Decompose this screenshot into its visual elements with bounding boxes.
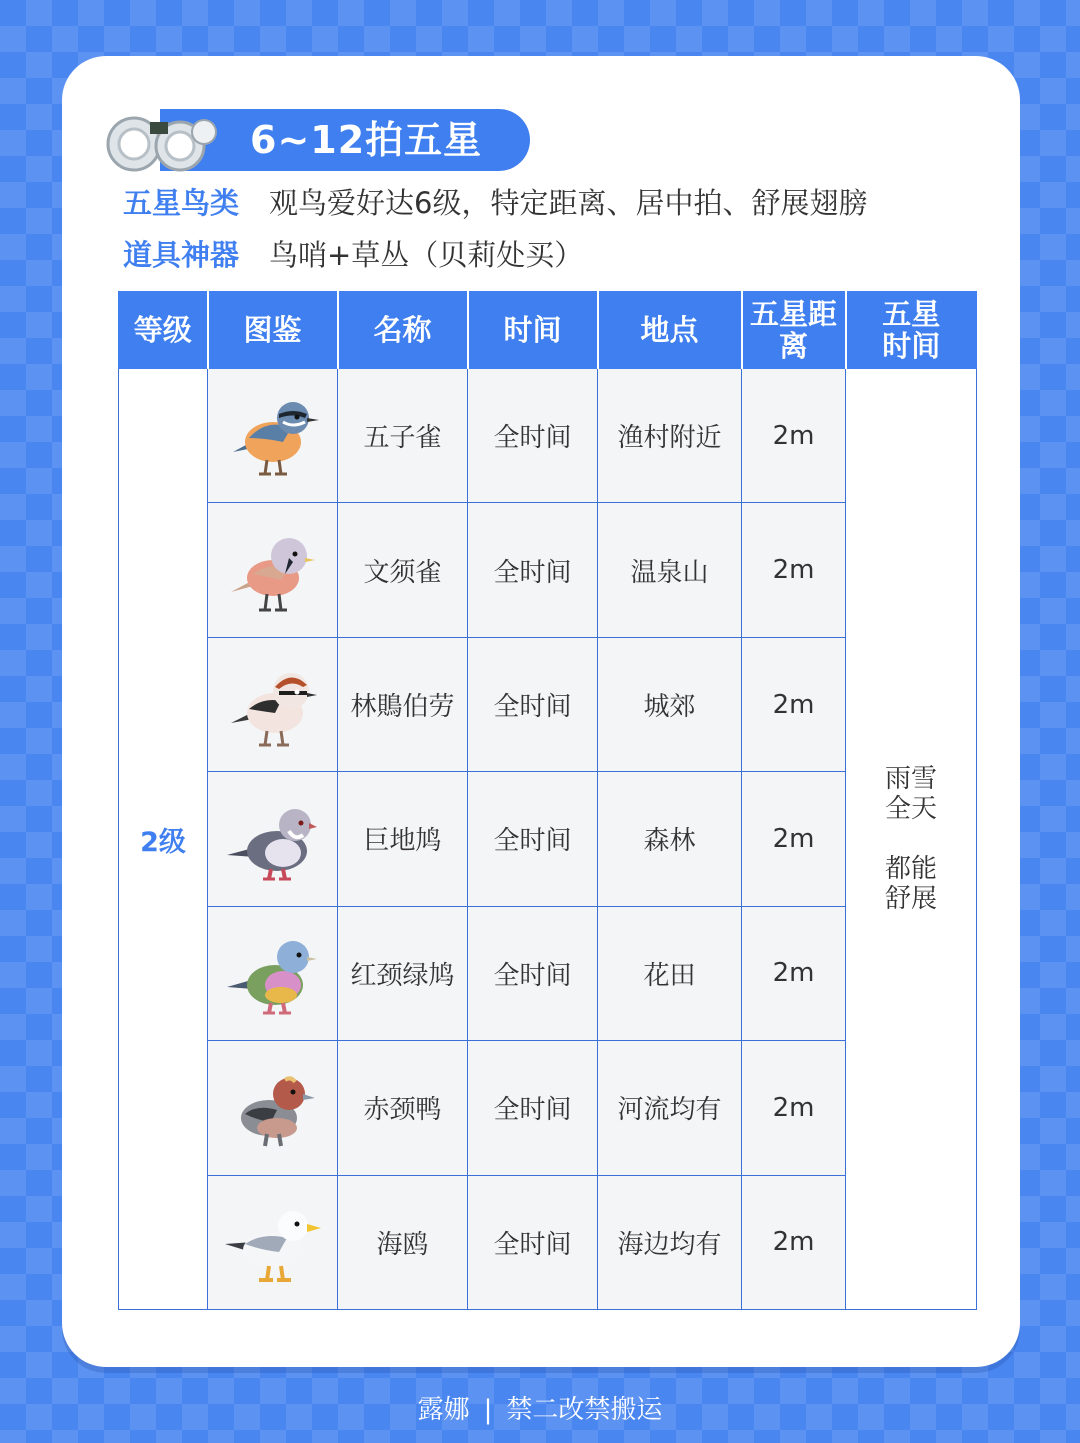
bird-place: 城郊 [598, 637, 742, 771]
table-row [119, 369, 977, 503]
header-star-time-line2: 时间 [882, 329, 941, 363]
ground-dove-icon [223, 791, 323, 887]
bird-distance: 2m [742, 637, 846, 771]
woodchat-shrike-icon [223, 657, 323, 753]
bird-time: 全时间 [468, 772, 598, 906]
star-time-line1: 雨雪 [884, 764, 937, 794]
wigeon-icon [223, 1060, 323, 1156]
bird-image-cell [208, 1175, 338, 1309]
bird-name: 文须雀 [338, 503, 468, 637]
nuthatch-icon [223, 388, 323, 484]
bird-time: 全时间 [468, 637, 598, 771]
binoculars-icon [100, 104, 220, 176]
bird-name: 五子雀 [338, 369, 468, 503]
star-time-line3: 都能 [884, 854, 937, 884]
bird-place: 温泉山 [598, 503, 742, 637]
table-header-row [119, 292, 977, 369]
bird-name: 海鸥 [338, 1175, 468, 1309]
bird-distance: 2m [742, 1175, 846, 1309]
footer-separator: | [483, 1395, 493, 1425]
bird-place: 渔村附近 [598, 369, 742, 503]
seagull-icon [223, 1194, 323, 1290]
footer-notice: 禁二改禁搬运 [506, 1395, 663, 1425]
header-star-time-line1: 五星 [882, 297, 941, 331]
bird-image-cell [208, 503, 338, 637]
bird-time: 全时间 [468, 906, 598, 1040]
bird-place: 花田 [598, 906, 742, 1040]
bird-place: 森林 [598, 772, 742, 906]
info-label: 五星鸟类 [123, 186, 240, 220]
bearded-reedling-icon [223, 522, 323, 618]
header-distance-line1: 五星距 [749, 297, 837, 331]
bird-distance: 2m [742, 369, 846, 503]
header-name: 名称 [338, 292, 468, 369]
header-level: 等级 [119, 292, 208, 369]
header-distance [742, 292, 846, 369]
bird-image-cell [208, 1041, 338, 1175]
star-time-line4: 舒展 [884, 884, 937, 914]
bird-image-cell [208, 369, 338, 503]
bird-name: 巨地鸠 [338, 772, 468, 906]
header-distance-line2: 离 [778, 329, 808, 363]
info-text: 鸟哨+草丛（贝莉处买） [269, 238, 584, 272]
bird-distance: 2m [742, 906, 846, 1040]
star-time-cell [846, 369, 977, 1310]
bird-time: 全时间 [468, 369, 598, 503]
bird-time: 全时间 [468, 1175, 598, 1309]
bird-place: 海边均有 [598, 1175, 742, 1309]
bird-distance: 2m [742, 772, 846, 906]
header-pic: 图鉴 [208, 292, 338, 369]
bird-time: 全时间 [468, 503, 598, 637]
bird-name: 林鵙伯劳 [338, 637, 468, 771]
page-title: 6~12拍五星 [250, 118, 483, 162]
bird-image-cell [208, 637, 338, 771]
info-row-tools [123, 235, 583, 275]
footer-author: 露娜 [417, 1395, 470, 1425]
info-row-five-star-birds [123, 183, 867, 223]
bird-name: 赤颈鸭 [338, 1041, 468, 1175]
bird-image-cell [208, 772, 338, 906]
footer [0, 1392, 1080, 1428]
star-time-line2: 全天 [884, 794, 937, 824]
header-time: 时间 [468, 292, 598, 369]
bird-name: 红颈绿鸠 [338, 906, 468, 1040]
header-place: 地点 [598, 292, 742, 369]
bird-time: 全时间 [468, 1041, 598, 1175]
header-star-time [846, 292, 977, 369]
bird-distance: 2m [742, 503, 846, 637]
bird-table [118, 291, 977, 1310]
info-label: 道具神器 [123, 238, 240, 272]
green-pigeon-icon [223, 925, 323, 1021]
level-cell: 2级 [119, 369, 208, 1310]
bird-image-cell [208, 906, 338, 1040]
bird-place: 河流均有 [598, 1041, 742, 1175]
bird-distance: 2m [742, 1041, 846, 1175]
info-text: 观鸟爱好达6级，特定距离、居中拍、舒展翅膀 [269, 186, 868, 220]
